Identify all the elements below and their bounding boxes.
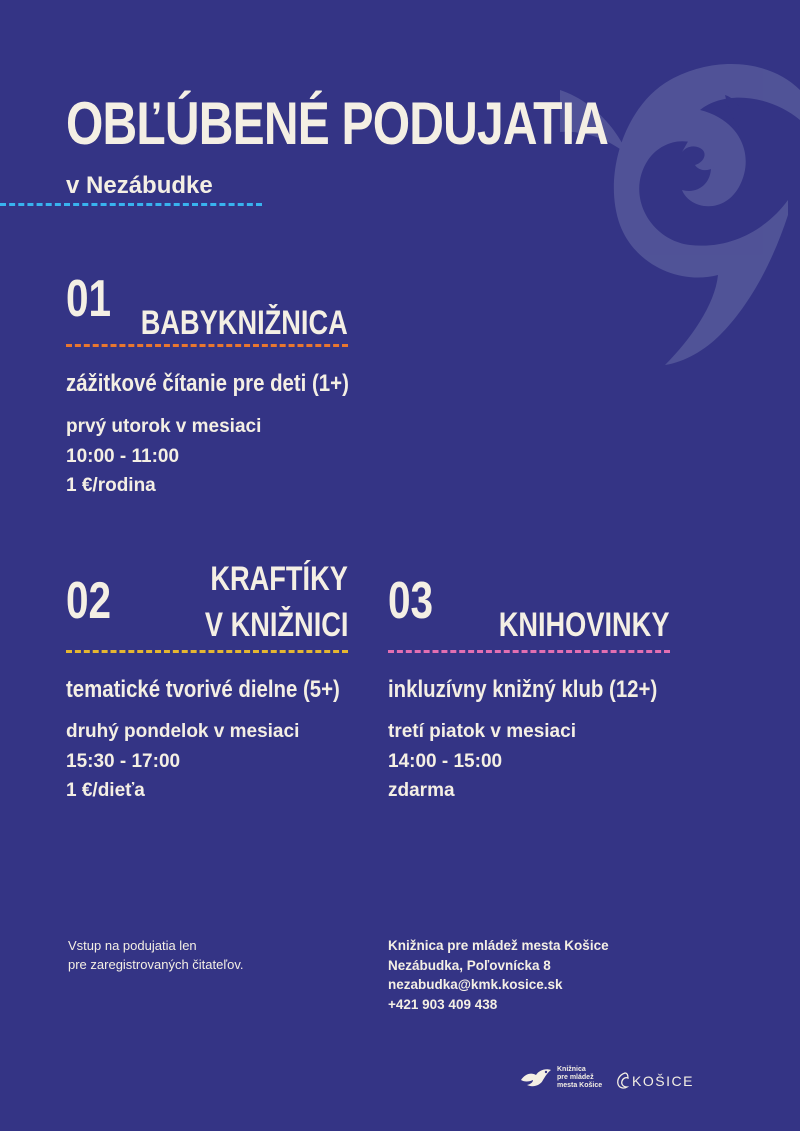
library-logo-text (557, 1066, 602, 1090)
contact-library-name: Knižnica pre mládež mesta Košice (388, 938, 609, 953)
registration-note (68, 936, 244, 974)
library-logo (519, 1066, 602, 1090)
event-schedule: prvý utorok v mesiaci (66, 416, 262, 437)
event-subtitle: tematické tvorivé dielne (5+) (66, 676, 340, 703)
poster-title: OBĽÚBENÉ PODUJATIA (66, 90, 609, 157)
event-divider (388, 650, 670, 653)
note-line: Vstup na podujatia len (68, 938, 197, 953)
kosice-emblem-icon (616, 1072, 630, 1090)
kosice-logo (616, 1072, 694, 1090)
event-schedule: druhý pondelok v mesiaci (66, 721, 300, 742)
event-name: BABYKNIŽNICA (140, 304, 348, 342)
event-name: V KNIŽNICI (204, 606, 348, 644)
contact-info (388, 936, 609, 1014)
event-name: KNIHOVINKY (498, 606, 669, 644)
logo-line: pre mládež (557, 1074, 594, 1081)
event-subtitle: zážitkové čítanie pre deti (1+) (66, 370, 349, 397)
logo-line: Knižnica (557, 1066, 586, 1073)
event-time: 10:00 - 11:00 (66, 445, 180, 467)
event-price: zdarma (388, 780, 455, 801)
event-divider (66, 650, 348, 653)
logo-line: mesta Košice (557, 1082, 603, 1089)
kosice-logo-text: KOŠICE (632, 1073, 694, 1089)
event-number: 03 (388, 572, 434, 630)
event-name: KRAFTÍKY (210, 560, 348, 598)
contact-address: Nezábudka, Poľovnícka 8 (388, 957, 551, 973)
event-time: 14:00 - 15:00 (388, 750, 503, 772)
event-number: 01 (66, 270, 112, 328)
bird-icon (519, 1066, 553, 1090)
contact-phone: +421 903 409 438 (388, 996, 498, 1012)
event-subtitle: inkluzívny knižný klub (12+) (388, 676, 658, 703)
event-details (388, 717, 576, 806)
event-details (66, 717, 299, 806)
note-line: pre zaregistrovaných čitateľov. (68, 957, 244, 972)
event-time: 15:30 - 17:00 (66, 750, 181, 772)
event-price: 1 €/dieťa (66, 780, 145, 801)
title-divider (0, 203, 262, 206)
contact-email: nezabudka@kmk.kosice.sk (388, 977, 563, 992)
event-number: 02 (66, 572, 112, 630)
event-schedule: tretí piatok v mesiaci (388, 721, 576, 742)
event-divider (66, 344, 348, 347)
poster-subtitle: v Nezábudke (66, 172, 213, 199)
event-price: 1 €/rodina (66, 475, 156, 496)
event-details (66, 412, 261, 501)
